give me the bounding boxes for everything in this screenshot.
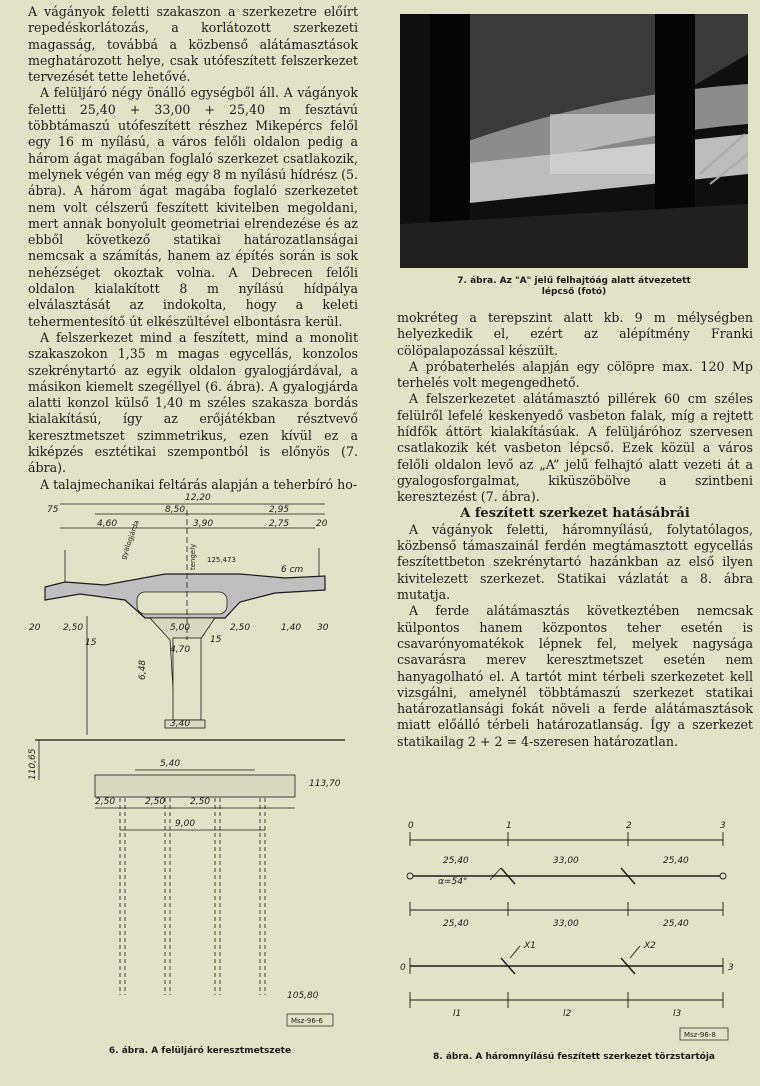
- redundant-label: X1: [524, 941, 536, 951]
- left-column: [28, 4, 358, 493]
- dim-label: 3,40: [170, 719, 191, 729]
- dim-label: 2,50: [63, 623, 84, 633]
- dim-label: 20: [316, 519, 328, 529]
- dim-label: 3,90: [193, 519, 214, 529]
- dim-label: 2,50: [190, 797, 211, 807]
- paragraph: A felszerkezetet alátámasztó pillérek 60 cm széles felülről lefelé keskenyedő vasbeton falak, míg a rejtett hídfők áttört kialakításúak. A felüljáróhoz szervesen csatlakozik két vasbeton lépcső. Ezek közül a város felőli oldalon levő az „A” jelű felhajtó alatt vezeti át a gyalogosforgalmat, kiküszöbölve a szintbeni keresztezést (7. ábra).: [397, 391, 753, 505]
- dim-label: 2,50: [230, 623, 251, 633]
- span-label: 25,40: [443, 856, 469, 866]
- figure-6-caption: 6. ábra. A felüljáró keresztmetszete: [108, 1046, 292, 1056]
- dim-label: 9,00: [175, 819, 196, 829]
- paragraph: A vágányok feletti szakaszon a szerkezetre előírt repedéskorlátozás, a korlátozott szerkezeti magasság, továbbá a közbenső alátámasztások meghatározott helye, csak utófeszített felszerkezet tervezését tette lehetővé.: [28, 4, 358, 85]
- dim-label: 6 cm: [281, 565, 304, 575]
- figure-ref: Msz-96-8: [684, 1031, 716, 1039]
- paragraph: A felszerkezet mind a feszített, mind a monolit szakaszokon 1,35 m magas egycellás, konzolos szekrénytartó az egyik oldalon gyalogjárdával, a másikon kiemelt szegéllyel (6. ábra). A gyalogjárda alatti konzol külső 1,40 m széles szakasza bordás kialakítású, így az erőjátékban résztvevő keresztmetszet szimmetrikus, ezen kívül ez a kiképzés esztétikai szempontból is előnyös (7. ábra).: [28, 329, 358, 476]
- photo-illustration: [400, 14, 748, 268]
- length-label: l3: [673, 1009, 682, 1019]
- span-label: 25,40: [663, 919, 689, 929]
- dim-label: 15: [85, 638, 97, 648]
- dim-label: 2,95: [269, 505, 290, 515]
- paragraph: A ferde alátámasztás következtében nemcsak külpontos hanem központos teher esetén is csavarónyomatékok lépnek fel, melyek nagysága csavarásra merev keresztmetszet esetén nem hanyagolható el. A tartót mint térbeli szerkezetet kell vizsgálni, amelynél többtámaszú szerkezet statikai határozatlansági fokát növeli a ferde alátámasztások miatt előálló térbeli határozatlanság. Így a szerkezet statikailag 2 + 2 = 4-szeresen határozatlan.: [397, 603, 753, 749]
- figure-8-static-sketch: [398, 818, 752, 1050]
- right-column: [397, 310, 753, 750]
- elevation-label: 110,65: [28, 748, 38, 780]
- elevation-label: 125,473: [207, 556, 236, 564]
- support-label: 2: [626, 821, 632, 831]
- paragraph: mokréteg a terepszint alatt kb. 9 m mélységben helyezkedik el, ezért az alépítmény Franki cölöpalapozással készült.: [397, 310, 753, 358]
- dim-label: 4,70: [170, 645, 191, 655]
- dim-label: 2,50: [145, 797, 166, 807]
- dim-label: 6,48: [138, 659, 148, 680]
- photo-figure-7: [400, 14, 748, 268]
- length-label: l2: [563, 1009, 572, 1019]
- paragraph: A vágányok feletti, háromnyílású, folytatólagos, közbenső támaszainál ferdén megtámasztott egycellás feszítettbeton szekrénytartó hazánkban az első ilyen kivitelezett szerkezet. Statikai vázlatát a 8. ábra mutatja.: [397, 521, 753, 603]
- span-label: 25,40: [443, 919, 469, 929]
- figure-8-caption: 8. ábra. A háromnyílású feszített szerkezet törzstartója: [433, 1052, 715, 1062]
- support-label: 3: [728, 963, 734, 973]
- dim-label: 2,75: [269, 519, 290, 529]
- paragraph: A felüljáró négy önálló egységből áll. A vágányok feletti 25,40 + 33,00 + 25,40 m fesztávú többtámaszú utófeszített részhez Mikepércs felől egy 16 m nyílású, a város felőli oldalon pedig a három ágat magában foglaló szerkezet csatlakozik, melynek végén van még egy 8 m nyílású hídrész (5. ábra). A három ágat magába foglaló szerkezetet nem volt célszerű feszített kivitelben megoldani, mert annak bonyolult geometriai elrendezése és az ebből következő statikai határozatlanságai nemcsak a számítás, hanem az építés során is sok nehézséget okoztak volna. A Debrecen felőli oldalon kialakított 8 m nyílású hídpálya elválasztását az indokolta, hogy a keleti tehermentesítő út elkészültével elbontásra kerül.: [28, 85, 358, 329]
- dim-label: 2,50: [95, 797, 116, 807]
- dim-label: 8,50: [165, 505, 186, 515]
- dim-label: 1,40: [281, 623, 302, 633]
- dim-label: 75: [47, 505, 59, 515]
- support-label: 3: [720, 821, 726, 831]
- dim-label: 5,40: [160, 759, 181, 769]
- dim-label: 4,60: [97, 519, 118, 529]
- dim-label: 15: [210, 635, 222, 645]
- railing-label: gyalogjárda: [119, 519, 141, 561]
- dim-label: 30: [317, 623, 329, 633]
- span-label: 33,00: [553, 919, 579, 929]
- figure-7-caption: 7. ábra. Az "A" jelű felhajtóág alatt átvezetett lépcső (fotó): [457, 276, 691, 297]
- dim-label: 20: [29, 623, 41, 633]
- dim-label: 5,00: [170, 623, 191, 633]
- paragraph: A próbaterhelés alapján egy cölöpre max. 120 Mp terhelés volt megengedhető.: [397, 358, 753, 391]
- support-label: 0: [400, 963, 406, 973]
- redundant-label: X2: [644, 941, 656, 951]
- angle-label: α=54°: [438, 877, 468, 887]
- figure-ref: Msz-96-6: [291, 1017, 323, 1025]
- span-label: 33,00: [553, 856, 579, 866]
- length-label: l1: [453, 1009, 462, 1019]
- support-label: 0: [408, 821, 414, 831]
- elevation-label: 113,70: [309, 779, 341, 789]
- span-label: 25,40: [663, 856, 689, 866]
- elevation-label: 105,80: [287, 991, 319, 1001]
- paragraph: A talajmechanikai feltárás alapján a teherbíró ho-: [40, 476, 358, 492]
- support-label: 1: [506, 821, 512, 831]
- section-heading: A feszített szerkezet hatásábrái: [460, 505, 690, 521]
- axis-label: tengely: [189, 543, 197, 570]
- figure-6-cross-section: [25, 490, 365, 1040]
- dim-label: 12,20: [185, 493, 211, 503]
